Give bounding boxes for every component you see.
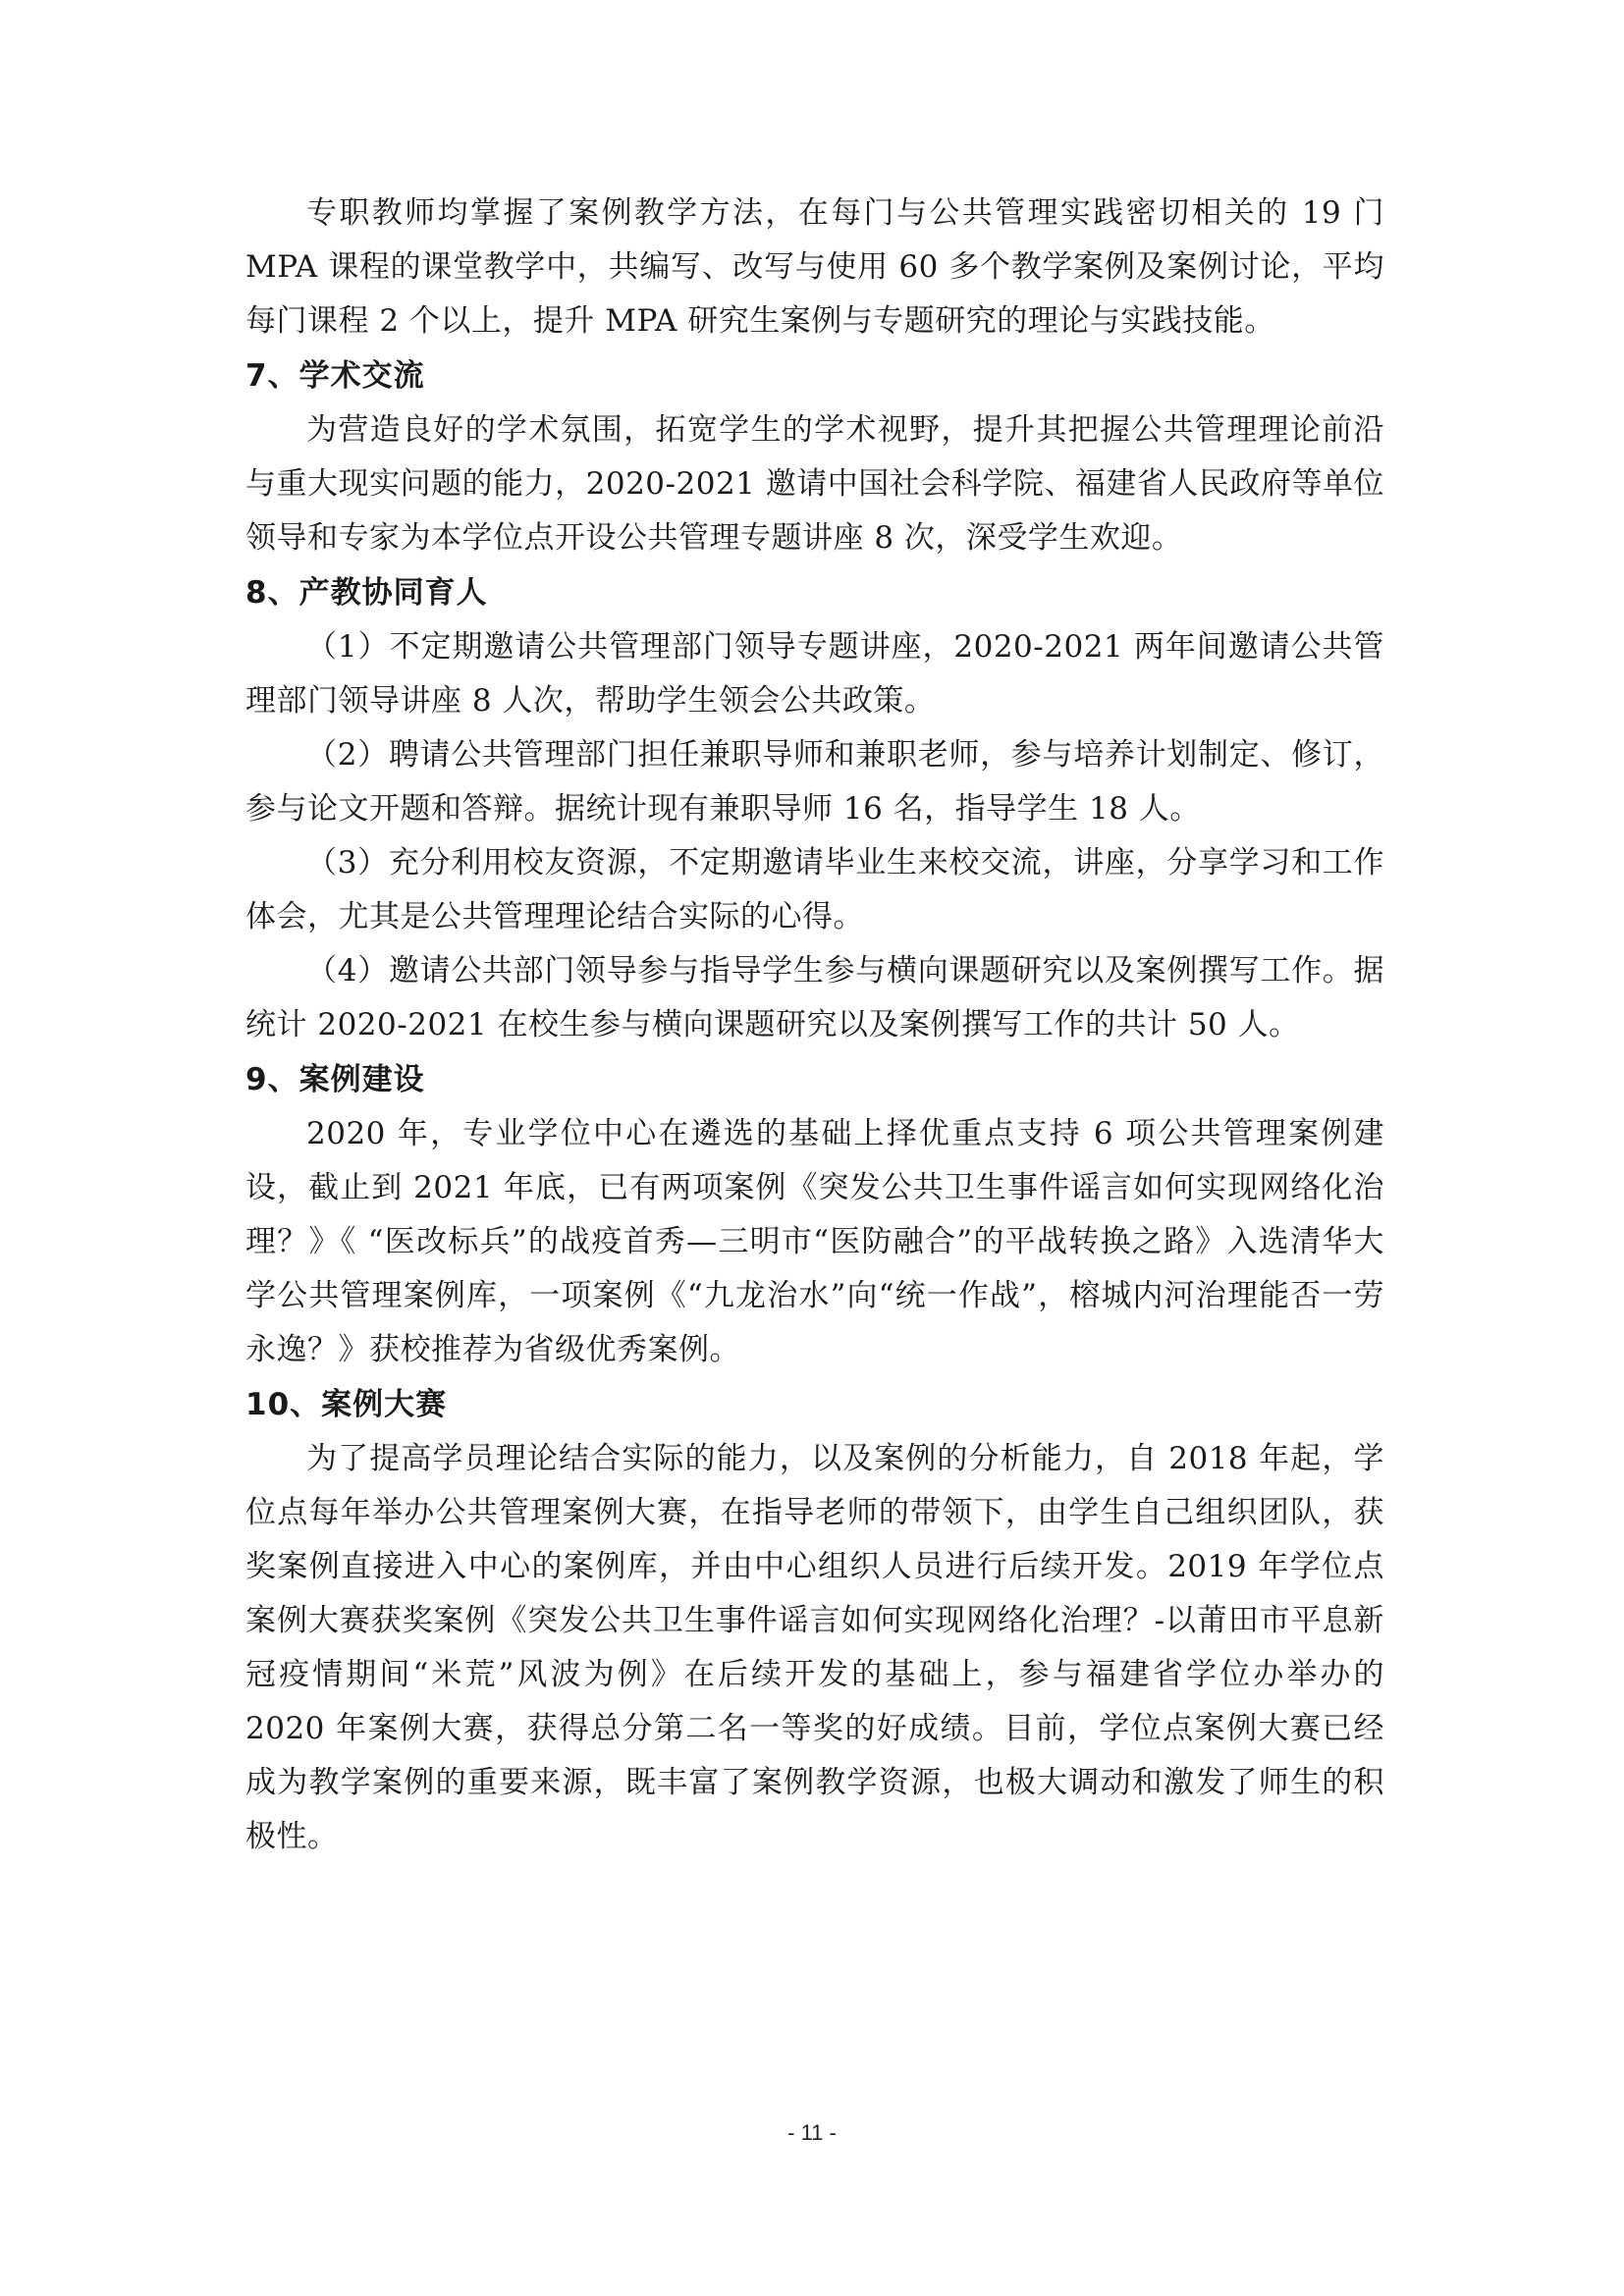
paragraph-case-construction: 2020 年，专业学位中心在遴选的基础上择优重点支持 6 项公共管理案例建设，截止到 2021 年底，已有两项案例《突发公共卫生事件谣言如何实现网络化治理？》《 “医改标兵”的战疫首秀—三明市“医防融合”的平战转换之路》入选清华大学公共管理案例库，一项案例《“九龙治水”向“统一作战”，榕城内河治理能否一劳永逸？》获校推荐为省级优秀案例。 — [245, 1116, 1384, 1367]
paragraph-industry-item-2: （2）聘请公共管理部门担任兼职导师和兼职老师，参与培养计划制定、修订，参与论文开题和答辩。据统计现有兼职导师 16 名，指导学生 18 人。 — [245, 737, 1384, 827]
paragraph-academic-exchange: 为营造良好的学术氛围，拓宽学生的学术视野，提升其把握公共管理理论前沿与重大现实问题的能力，2020-2021 邀请中国社会科学院、福建省人民政府等单位领导和专家为本学位点开设公共管理专题讲座 8 次，深受学生欢迎。 — [245, 412, 1384, 556]
heading-case-competition: 10、案例大赛 — [245, 1387, 448, 1422]
heading-case-construction: 9、案例建设 — [245, 1062, 425, 1097]
heading-industry-education: 8、产教协同育人 — [245, 575, 488, 611]
paragraph-industry-item-1: （1）不定期邀请公共管理部门领导专题讲座，2020-2021 两年间邀请公共管理部门领导讲座 8 人次，帮助学生领会公共政策。 — [245, 629, 1384, 719]
heading-academic-exchange: 7、学术交流 — [245, 358, 425, 394]
paragraph-industry-item-3: （3）充分利用校友资源，不定期邀请毕业生来校交流，讲座，分享学习和工作体会，尤其是公共管理理论结合实际的心得。 — [245, 845, 1384, 934]
page-number: - 11 - — [787, 2120, 837, 2145]
paragraph-industry-item-4: （4）邀请公共部门领导参与指导学生参与横向课题研究以及案例撰写工作。据统计 2020-2021 在校生参与横向课题研究以及案例撰写工作的共计 50 人。 — [245, 953, 1384, 1042]
paragraph-case-teaching: 专职教师均掌握了案例教学方法，在每门与公共管理实践密切相关的 19 门 MPA 课程的课堂教学中，共编写、改写与使用 60 多个教学案例及案例讨论，平均每门课程 2 个以上，提升 MPA 研究生案例与专题研究的理论与实践技能。 — [245, 195, 1384, 339]
paragraph-case-competition: 为了提高学员理论结合实际的能力，以及案例的分析能力，自 2018 年起，学位点每年举办公共管理案例大赛，在指导老师的带领下，由学生自己组织团队，获奖案例直接进入中心的案例库，并由中心组织人员进行后续开发。2019 年学位点案例大赛获奖案例《突发公共卫生事件谣言如何实现网络化治理？-以莆田市平息新冠疫情期间“米荒”风波为例》在后续开发的基础上，参与福建省学位办举办的 2020 年案例大赛，获得总分第二名一等奖的好成绩。目前，学位点案例大赛已经成为教学案例的重要来源，既丰富了案例教学资源，也极大调动和激发了师生的积极性。 — [245, 1441, 1384, 1854]
page-body — [245, 187, 1384, 1864]
